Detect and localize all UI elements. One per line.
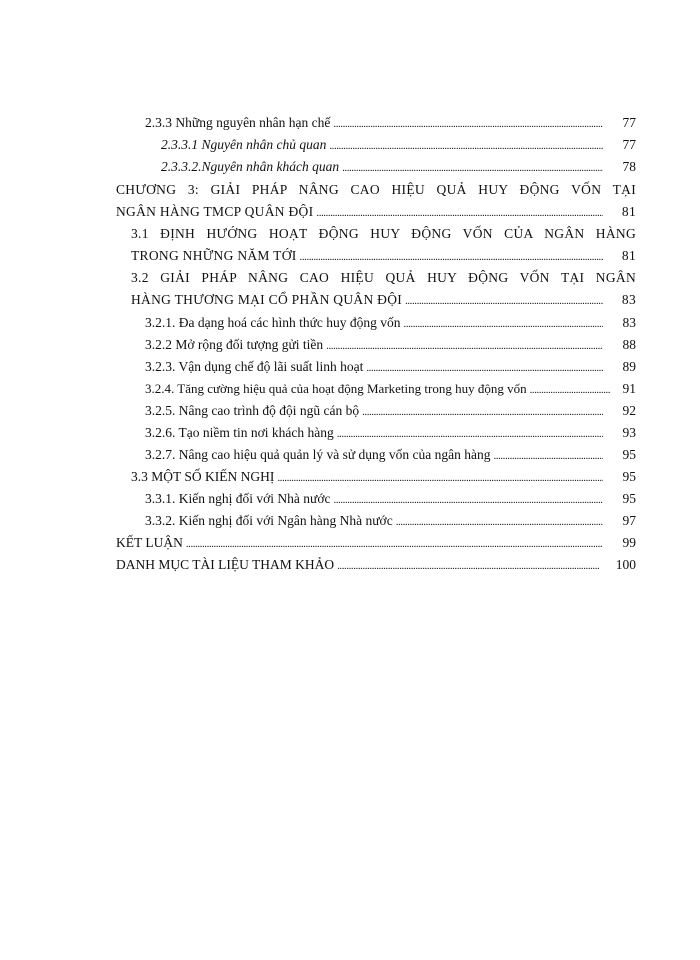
dot-leader [396,512,603,532]
toc-entry-3-2-line-1[interactable]: 3.2 GIẢI PHÁP NÂNG CAO HIỆU QUẢ HUY ĐỘNG VỐN TẠI NGÂN [131,270,636,285]
toc-entry-2-3-3-1[interactable] [161,135,636,155]
toc-entry-3-3-1[interactable] [145,489,636,509]
dot-leader [186,534,603,554]
toc-entry-page: 88 [622,337,636,352]
dot-leader [329,136,603,156]
toc-entry-page: 100 [615,557,636,572]
toc-entry-ket-luan[interactable] [116,533,636,553]
dot-leader [342,158,603,178]
toc-entry-3-3[interactable] [131,467,636,487]
toc-entry-3-1-line-1[interactable]: 3.1 ĐỊNH HƯỚNG HOẠT ĐỘNG HUY ĐỘNG VỐN CỦA NGÂN HÀNG [131,226,636,241]
toc-entry-page: 77 [622,137,636,152]
toc-entry-3-2-7[interactable] [145,445,636,465]
toc-entry-danh-muc[interactable] [116,555,636,575]
toc-entry-2-3-3-2[interactable] [161,157,636,177]
toc-entry-3-2-5[interactable] [145,401,636,421]
toc-entry-3-2-4[interactable] [145,379,636,399]
toc-entry-title: TRONG NHỮNG NĂM TỚI [131,248,297,263]
toc-entry-title: 3.3 MỘT SỐ KIẾN NGHỊ [131,469,275,484]
toc-entry-title: 2.3.3 Những nguyên nhân hạn chế [145,115,331,130]
toc-entry-page: 83 [621,292,636,307]
toc-entry-chapter-3-line-1[interactable]: CHƯƠNG 3: GIẢI PHÁP NÂNG CAO HIỆU QUẢ HUY ĐỘNG VỐN TẠI [116,182,636,197]
toc-entry-3-2-line-2[interactable] [131,290,636,310]
dot-leader [362,402,603,422]
toc-entry-title: 2.3.3.2.Nguyên nhân khách quan [161,159,340,174]
toc-entry-page: 77 [622,115,636,130]
toc-entry-3-2-6[interactable] [145,423,636,443]
toc-entry-page: 83 [622,315,636,330]
toc-entry-title: DANH MỤC TÀI LIỆU THAM KHẢO [116,557,335,572]
toc-entry-title: NGÂN HÀNG TMCP QUÂN ĐỘI [116,204,314,219]
toc-entry-page: 93 [622,425,636,440]
toc-entry-chapter-3-line-2[interactable] [116,202,636,222]
dot-leader [333,114,603,134]
toc-entry-3-3-2[interactable] [145,511,636,531]
toc-entry-title: 2.3.3.1 Nguyên nhân chủ quan [161,137,327,152]
toc-entry-page: 95 [622,491,636,506]
toc-entry-page: 81 [621,204,636,219]
toc-entry-page: 95 [622,469,636,484]
toc-entry-title: 3.2.6. Tạo niềm tin nơi khách hàng [145,425,334,440]
toc-entry-page: 95 [622,447,636,462]
toc-entry-title: HÀNG THƯƠNG MẠI CỔ PHẦN QUÂN ĐỘI [131,292,403,307]
toc-entry-page: 81 [621,248,636,263]
dot-leader [366,358,603,378]
toc-entry-page: 92 [622,403,636,418]
toc-entry-title: KẾT LUẬN [116,535,183,550]
toc-entry-title: 3.3.2. Kiến nghị đối với Ngân hàng Nhà nước [145,513,393,528]
toc-entry-title: 3.2.7. Nâng cao hiệu quả quản lý và sử dụng vốn của ngân hàng [145,447,491,462]
toc-entry-page: 91 [622,381,636,396]
toc-entry-3-1-line-2[interactable] [131,246,636,266]
toc-entry-title: 3.2.1. Đa dạng hoá các hình thức huy động vốn [145,315,401,330]
toc-entry-title: 3.2.4. Tăng cường hiệu quả của hoạt động Marketing trong huy động vốn [145,381,527,396]
dot-leader [277,468,603,488]
dot-leader [333,490,603,510]
dot-leader [316,203,603,223]
dot-leader [337,556,599,576]
toc-entry-page: 89 [622,359,636,374]
toc-entry-3-2-2[interactable] [145,335,636,355]
dot-leader [300,247,603,267]
dot-leader [404,314,603,334]
toc-entry-2-3-3[interactable] [145,113,636,133]
toc-entry-title: 3.2.2 Mở rộng đối tượng gửi tiền [145,337,324,352]
dot-leader [337,424,603,444]
dot-leader [405,291,603,311]
toc-entry-page: 97 [622,513,636,528]
dot-leader [530,380,611,400]
toc-entry-page: 99 [622,535,636,550]
toc-entry-3-2-3[interactable] [145,357,636,377]
dot-leader [493,446,603,466]
toc-entry-title: 3.3.1. Kiến nghị đối với Nhà nước [145,491,331,506]
toc-entry-page: 78 [622,159,636,174]
toc-entry-3-2-1[interactable] [145,313,636,333]
toc-entry-title: 3.2.3. Vận dụng chế độ lãi suất linh hoạt [145,359,364,374]
toc-entry-title: 3.2.5. Nâng cao trình độ đội ngũ cán bộ [145,403,360,418]
dot-leader [326,336,603,356]
